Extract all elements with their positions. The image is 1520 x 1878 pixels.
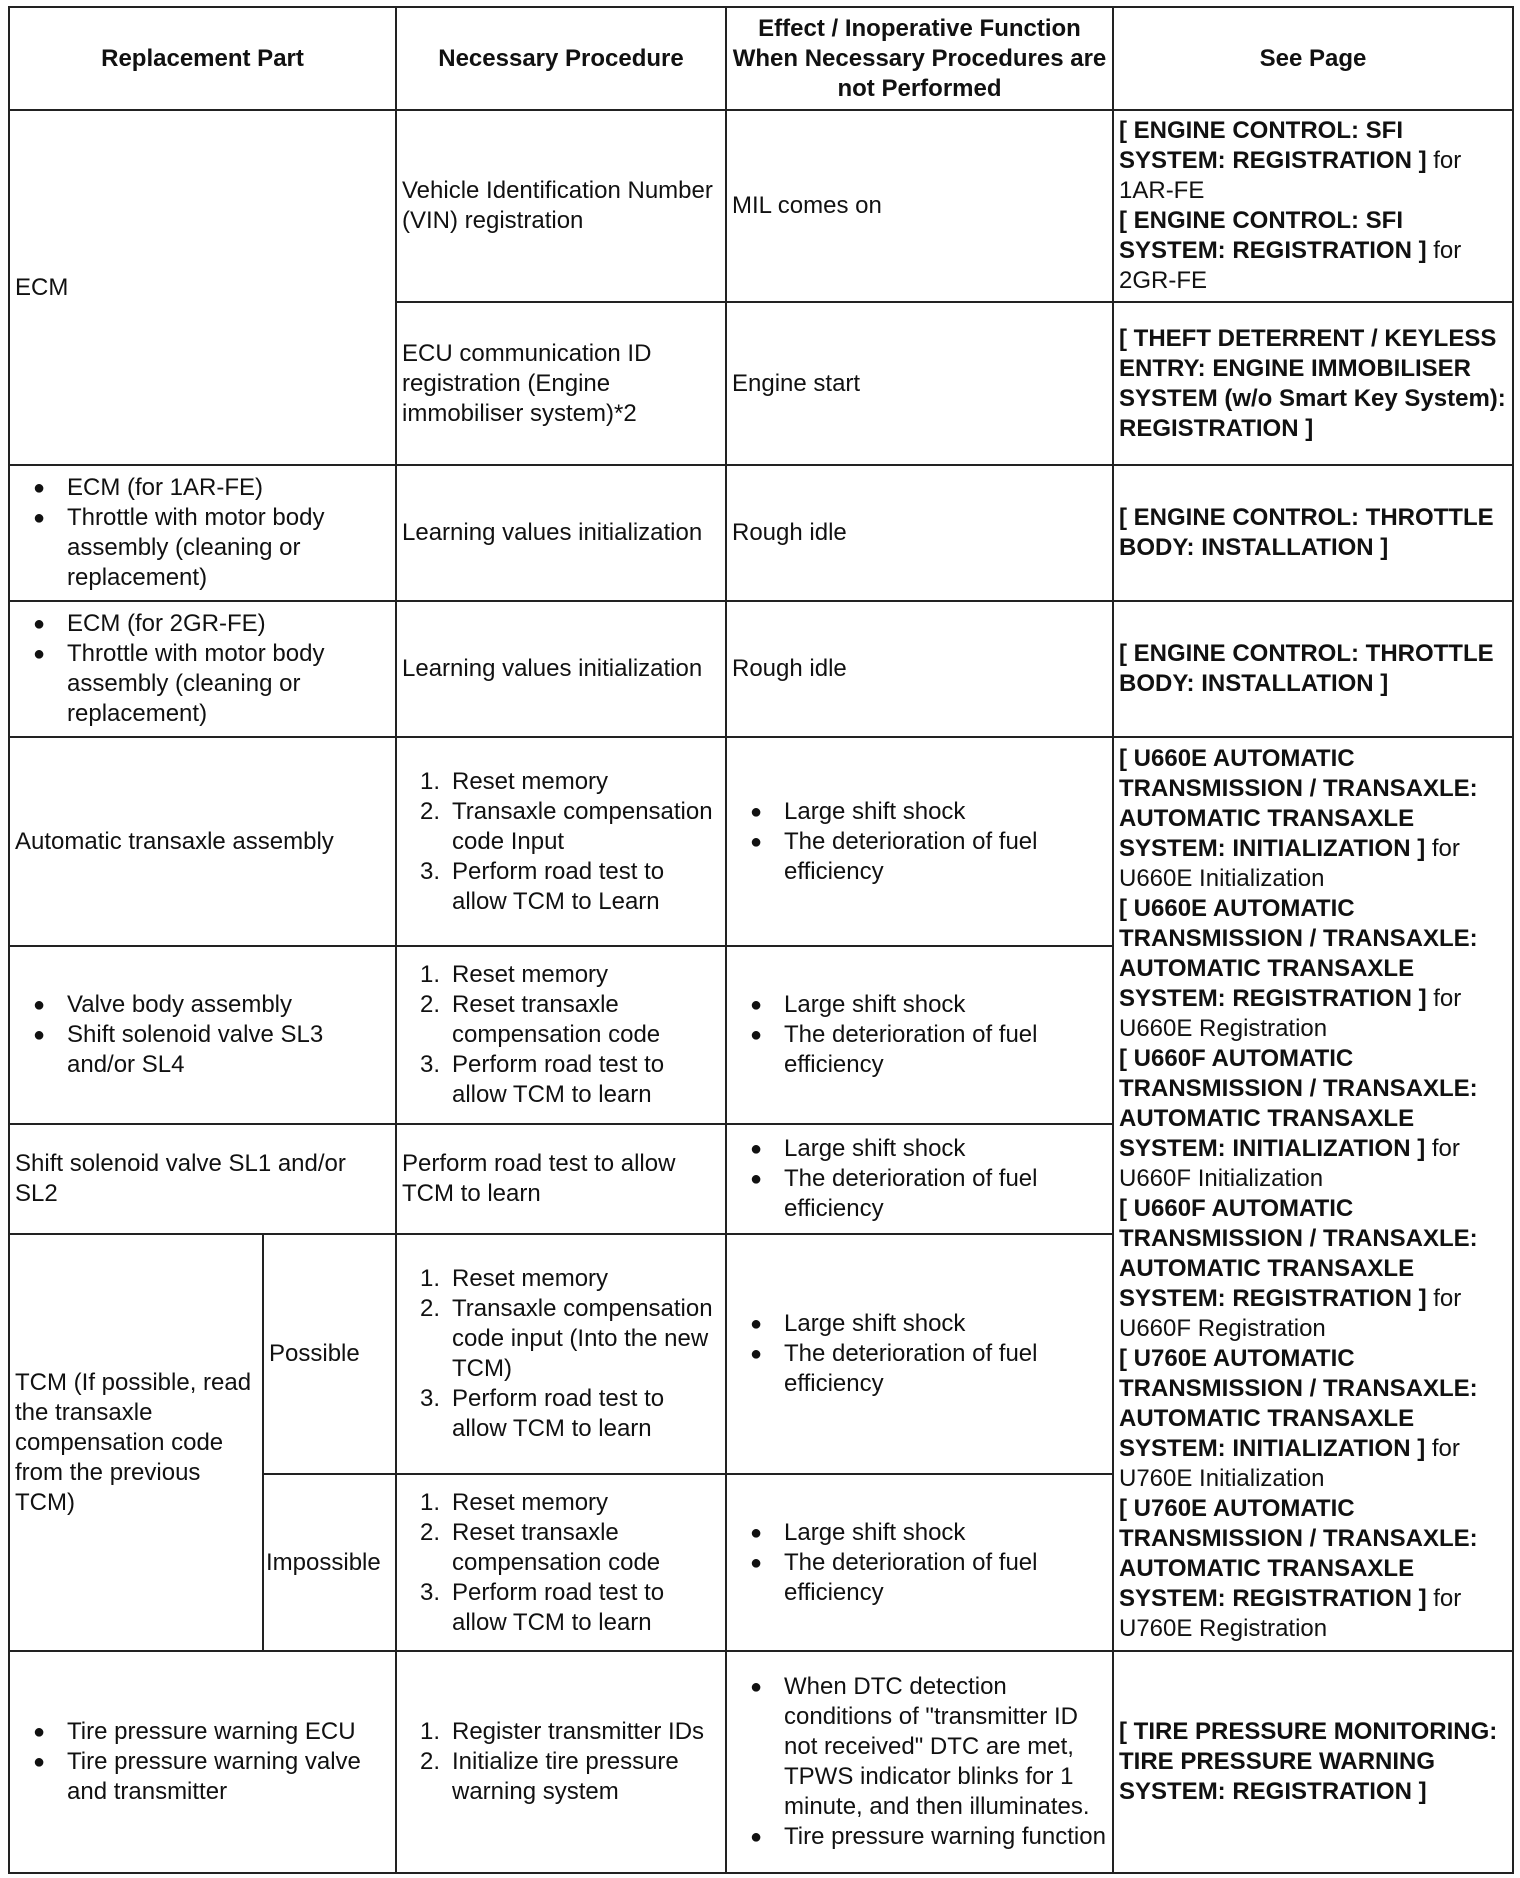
list-item: ● Large shift shock: [732, 1134, 1107, 1164]
cell-effect-tcm-impossible: [726, 1474, 1113, 1651]
steps-list: [402, 1264, 720, 1444]
cell-see-page-throttle-2gr: [1113, 601, 1513, 737]
cell-procedure-learning-1ar: Learning values initialization: [396, 465, 726, 601]
ref-sfi-1ar: [1119, 116, 1507, 206]
step-text: Reset transaxle compensation code: [452, 991, 661, 1048]
effects-list: [732, 1309, 1107, 1399]
ref-sfi-2gr: [1119, 206, 1507, 296]
list-item: ● The deterioration of fuel efficiency: [732, 1164, 1107, 1224]
list-item: 1. Reset memory: [420, 767, 609, 795]
ref-title: [ U660F AUTOMATIC TRANSMISSION / TRANSAXLE: AUTOMATIC TRANSAXLE SYSTEM: REGISTRATION ]: [1119, 1195, 1478, 1312]
cell-part-automatic-transaxle: Automatic transaxle assembly: [9, 737, 396, 946]
ref-sfi-1ar-suffix: for 1AR-FE: [1119, 147, 1462, 204]
step-text: Transaxle compensation code input (Into the new TCM): [452, 1295, 713, 1382]
cell-procedure-ecu-id: ECU communication ID registration (Engine immobiliser system)*2: [396, 302, 726, 465]
ref-sfi-1ar-title: [ ENGINE CONTROL: SFI SYSTEM: REGISTRATION ]: [1119, 117, 1427, 174]
ref-transmission: [1119, 1194, 1507, 1344]
steps-list: [402, 960, 720, 1110]
list-item: ● The deterioration of fuel efficiency: [732, 827, 1107, 887]
ref-immobiliser-title: [ THEFT DETERRENT / KEYLESS ENTRY: ENGINE IMMOBILISER SYSTEM (w/o Smart Key System): REGISTRATION ]: [1119, 324, 1506, 442]
cell-see-page-immobiliser: [1113, 302, 1513, 465]
cell-tcm-possible-label: Possible: [263, 1234, 396, 1474]
list-item: 3. Perform road test to allow TCM to learn: [420, 1578, 665, 1636]
cell-effect-valve-body: [726, 946, 1113, 1124]
list-item: 1. Register transmitter IDs: [420, 1718, 705, 1745]
cell-effect-solenoid-sl1: [726, 1124, 1113, 1234]
header-row: [9, 7, 1513, 110]
ref-suffix: for U760E Registration: [1119, 1585, 1462, 1642]
steps-list: [402, 1717, 720, 1807]
cell-procedure-automatic-transaxle: [396, 737, 726, 946]
list-item: ● Large shift shock: [732, 1518, 1107, 1548]
step-text: Reset memory: [452, 961, 609, 988]
cell-see-page-sfi: [1113, 110, 1513, 302]
parts-list: [15, 609, 390, 729]
header-necessary-procedure: Necessary Procedure: [396, 7, 726, 110]
step-text: Reset memory: [452, 767, 609, 795]
ref-suffix: for U660E Initialization: [1119, 835, 1460, 892]
header-see-page: See Page: [1113, 7, 1513, 110]
ref-suffix: for U760E Initialization: [1119, 1435, 1460, 1492]
ref-suffix: for U660F Registration: [1119, 1285, 1462, 1342]
ref-throttle-1ar-title: [ ENGINE CONTROL: THROTTLE BODY: INSTALLATION ]: [1119, 504, 1494, 561]
list-item: 1. Reset memory: [420, 1488, 609, 1516]
ref-throttle-2gr-title: [ ENGINE CONTROL: THROTTLE BODY: INSTALLATION ]: [1119, 640, 1494, 697]
cell-see-page-transmission: [1113, 737, 1513, 1651]
cell-effect-engine-start: Engine start: [726, 302, 1113, 465]
cell-effect-tire-pressure: [726, 1651, 1113, 1873]
ref-transmission: [1119, 1044, 1507, 1194]
step-text: Perform road test to allow TCM to learn: [452, 1051, 665, 1108]
ref-tire-title: [ TIRE PRESSURE MONITORING: TIRE PRESSURE WARNING SYSTEM: REGISTRATION ]: [1119, 1718, 1498, 1805]
cell-procedure-solenoid-sl1: Perform road test to allow TCM to learn: [396, 1124, 726, 1234]
cell-procedure-vin: Vehicle Identification Number (VIN) registration: [396, 110, 726, 302]
list-item: 2. Reset transaxle compensation code: [420, 1518, 661, 1576]
table-row-throttle-1ar: [9, 465, 1513, 601]
step-text: Perform road test to allow TCM to learn: [452, 1578, 665, 1636]
list-item: ● Large shift shock: [732, 1309, 1107, 1339]
step-text: Initialize tire pressure warning system: [452, 1748, 679, 1805]
step-text: Reset memory: [452, 1488, 609, 1516]
cell-procedure-learning-2gr: Learning values initialization: [396, 601, 726, 737]
ref-title: [ U760E AUTOMATIC TRANSMISSION / TRANSAXLE: AUTOMATIC TRANSAXLE SYSTEM: REGISTRATION ]: [1119, 1495, 1478, 1612]
list-item: ● Throttle with motor body assembly (cleaning or replacement): [15, 639, 390, 729]
list-item: ● Large shift shock: [732, 990, 1107, 1020]
ref-title: [ U760E AUTOMATIC TRANSMISSION / TRANSAXLE: AUTOMATIC TRANSAXLE SYSTEM: INITIALIZATION ]: [1119, 1345, 1478, 1462]
cell-effect-automatic-transaxle: [726, 737, 1113, 946]
header-effect: Effect / Inoperative Function When Necessary Procedures are not Performed: [726, 7, 1113, 110]
parts-list: [15, 473, 390, 593]
effects-list: [732, 1518, 1107, 1608]
steps-list: [402, 767, 720, 917]
step-text: Register transmitter IDs: [452, 1718, 705, 1745]
effects-list: [732, 797, 1107, 887]
list-item: ● Valve body assembly: [15, 990, 390, 1020]
cell-part-tcm: TCM (If possible, read the transaxle compensation code from the previous TCM): [9, 1234, 263, 1651]
list-item: 3. Perform road test to allow TCM to learn: [420, 1385, 665, 1442]
list-item: 2. Initialize tire pressure warning system: [420, 1748, 679, 1805]
ref-transmission: [1119, 1494, 1507, 1644]
cell-procedure-valve-body: [396, 946, 726, 1124]
list-item: ● Tire pressure warning valve and transmitter: [15, 1747, 390, 1807]
list-item: ● Throttle with motor body assembly (cleaning or replacement): [15, 503, 390, 593]
cell-tcm-impossible-label: Impossible: [263, 1474, 396, 1651]
list-item: 3. Perform road test to allow TCM to learn: [420, 1051, 665, 1108]
step-text: Reset transaxle compensation code: [452, 1518, 661, 1576]
cell-effect-tcm-possible: [726, 1234, 1113, 1474]
step-text: Perform road test to allow TCM to Learn: [452, 857, 665, 915]
cell-part-valve-body: [9, 946, 396, 1124]
header-replacement-part: Replacement Part: [9, 7, 396, 110]
list-item: ● Tire pressure warning function: [732, 1822, 1107, 1852]
cell-see-page-throttle-1ar: [1113, 465, 1513, 601]
step-text: Reset memory: [452, 1265, 609, 1292]
list-item: ● When DTC detection conditions of "transmitter ID not received" DTC are met, TPWS indicator blinks for 1 minute, and then illuminates.: [732, 1672, 1107, 1822]
replacement-procedure-table: [8, 6, 1514, 1874]
steps-list: [402, 1488, 720, 1638]
cell-effect-mil: MIL comes on: [726, 110, 1113, 302]
parts-list: [15, 1717, 390, 1807]
ref-transmission: [1119, 894, 1507, 1044]
list-item: ● ECM (for 1AR-FE): [15, 473, 390, 503]
ref-suffix: for U660E Registration: [1119, 985, 1462, 1042]
list-item: 1. Reset memory: [420, 1265, 609, 1292]
parts-list: [15, 990, 390, 1080]
list-item: ● The deterioration of fuel efficiency: [732, 1339, 1107, 1399]
cell-effect-rough-idle-1ar: Rough idle: [726, 465, 1113, 601]
ref-title: [ U660F AUTOMATIC TRANSMISSION / TRANSAXLE: AUTOMATIC TRANSAXLE SYSTEM: INITIALIZATION ]: [1119, 1045, 1478, 1162]
table-row-ecm-vin: [9, 110, 1513, 302]
table-row-automatic-transaxle: [9, 737, 1513, 946]
ref-title: [ U660E AUTOMATIC TRANSMISSION / TRANSAXLE: AUTOMATIC TRANSAXLE SYSTEM: INITIALIZATION ]: [1119, 745, 1478, 862]
ref-title: [ U660E AUTOMATIC TRANSMISSION / TRANSAXLE: AUTOMATIC TRANSAXLE SYSTEM: REGISTRATION ]: [1119, 895, 1478, 1012]
list-item: 3. Perform road test to allow TCM to Learn: [420, 857, 665, 915]
list-item: 2. Transaxle compensation code input (Into the new TCM): [420, 1295, 713, 1382]
cell-part-tire-pressure: [9, 1651, 396, 1873]
list-item: ● Shift solenoid valve SL3 and/or SL4: [15, 1020, 390, 1080]
ref-sfi-2gr-title: [ ENGINE CONTROL: SFI SYSTEM: REGISTRATION ]: [1119, 207, 1427, 264]
list-item: ● The deterioration of fuel efficiency: [732, 1548, 1107, 1608]
table-row-throttle-2gr: [9, 601, 1513, 737]
cell-part-throttle-1ar: [9, 465, 396, 601]
list-item: ● Large shift shock: [732, 797, 1107, 827]
step-text: Perform road test to allow TCM to learn: [452, 1385, 665, 1442]
table-row-tire-pressure: [9, 1651, 1513, 1873]
effects-list: [732, 1672, 1107, 1852]
cell-part-throttle-2gr: [9, 601, 396, 737]
ref-suffix: for U660F Initialization: [1119, 1135, 1460, 1192]
ref-sfi-2gr-suffix: for 2GR-FE: [1119, 237, 1462, 294]
list-item: 2. Transaxle compensation code Input: [420, 797, 713, 855]
cell-effect-rough-idle-2gr: Rough idle: [726, 601, 1113, 737]
step-text: Transaxle compensation code Input: [452, 797, 713, 855]
cell-procedure-tcm-possible: [396, 1234, 726, 1474]
list-item: ● The deterioration of fuel efficiency: [732, 1020, 1107, 1080]
list-item: 1. Reset memory: [420, 961, 609, 988]
cell-procedure-tire-pressure: [396, 1651, 726, 1873]
cell-procedure-tcm-impossible: [396, 1474, 726, 1651]
cell-part-ecm: ECM: [9, 110, 396, 465]
ref-transmission: [1119, 1344, 1507, 1494]
list-item: ● Tire pressure warning ECU: [15, 1717, 390, 1747]
ref-transmission: [1119, 744, 1507, 894]
list-item: 2. Reset transaxle compensation code: [420, 991, 661, 1048]
cell-see-page-tire: [1113, 1651, 1513, 1873]
cell-part-solenoid-sl1: Shift solenoid valve SL1 and/or SL2: [9, 1124, 396, 1234]
effects-list: [732, 1134, 1107, 1224]
list-item: ● ECM (for 2GR-FE): [15, 609, 390, 639]
effects-list: [732, 990, 1107, 1080]
